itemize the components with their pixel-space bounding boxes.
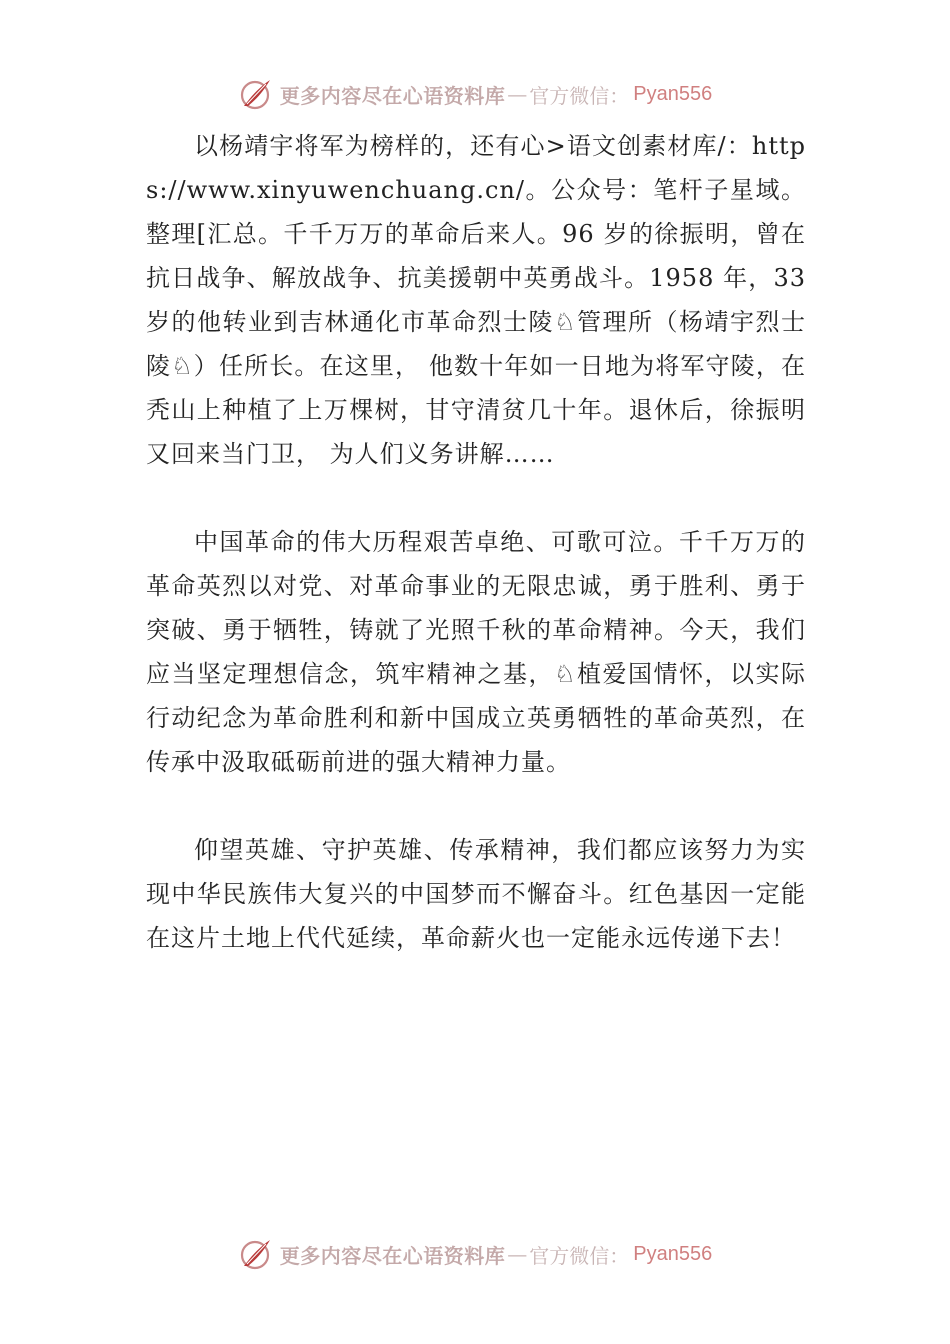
paragraph-2: 中国革命的伟大历程艰苦卓绝、可歌可泣。千千万万的革命英烈以对党、对革命事业的无限忠诚，勇于胜利、勇于突破、勇于牺牲，铸就了光照千秋的革命精神。今天，我们应当坚定理想信念，筑牢精神之基，♘植爱国情怀，以实际行动纪念为革命胜利和新中国成立英勇牺牲的革命英烈，在传承中汲取砥砺前进的强大精神力量。 [146, 528, 806, 776]
header-brand-text: 更多内容尽在心语资料库 [279, 83, 506, 108]
feather-logo-icon [238, 76, 274, 112]
paragraph-gap [146, 476, 806, 520]
document-body [146, 124, 806, 960]
feather-logo-icon [238, 1236, 274, 1272]
header-wechat-handle: Pyan556 [633, 82, 713, 105]
footer-banner [0, 1232, 950, 1276]
footer-separator: — [507, 1242, 528, 1266]
header-banner [0, 72, 950, 116]
footer-brand-text: 更多内容尽在心语资料库 [279, 1243, 506, 1268]
header-separator: — [507, 82, 528, 106]
footer-wechat-handle: Pyan556 [633, 1242, 713, 1265]
paragraph-gap [146, 784, 806, 828]
paragraph-1: 以杨靖宇将军为榜样的，还有心>语文创素材库/：https://www.xinyuwenchuang.cn/。公众号：笔杆子星域。整理[汇总。千千万万的革命后来人。96 岁的徐振明，曾在抗日战争、解放战争、抗美援朝中英勇战斗。1958 年，33 岁的他转业到吉林通化市革命烈士陵♘管理所（杨靖宇烈士陵♘）任所长。在这里， 他数十年如一日地为将军守陵，在秃山上种植了上万棵树，甘守清贫几十年。退休后，徐振明又回来当门卫， 为人们义务讲解…… [146, 132, 806, 468]
header-wechat-label: 官方微信： [529, 83, 630, 108]
paragraph-3: 仰望英雄、守护英雄、传承精神，我们都应该努力为实现中华民族伟大复兴的中国梦而不懈奋斗。红色基因一定能在这片土地上代代延续，革命薪火也一定能永远传递下去！ [146, 836, 806, 952]
footer-wechat-label: 官方微信： [529, 1243, 630, 1268]
